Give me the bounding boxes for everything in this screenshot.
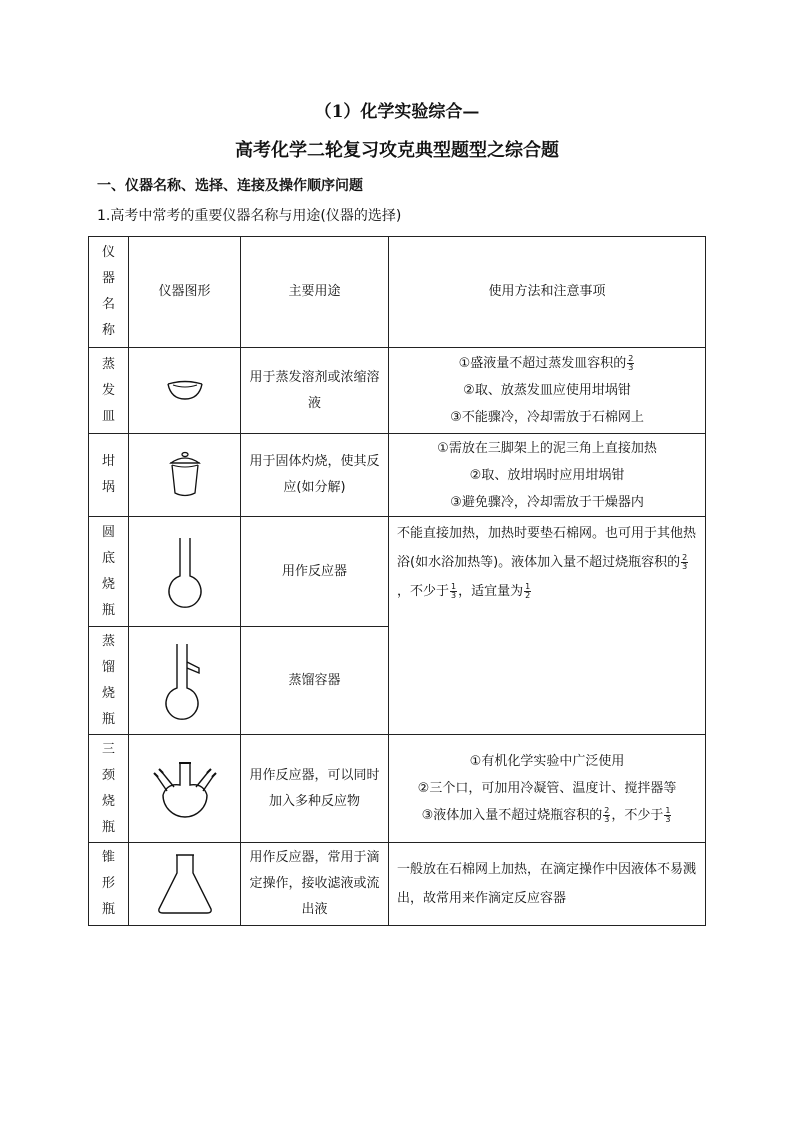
row-name-text: 三颈烧瓶 bbox=[101, 741, 115, 835]
table-row bbox=[89, 735, 706, 843]
note-line: ③液体加入量不超过烧瓶容积的 $\frac{2}{3}$ ，不少于 $\frac{1}{3}$ bbox=[421, 806, 671, 824]
distillation-flask-icon bbox=[163, 642, 207, 720]
row-use: 用作反应器，常用于滴定操作，接收滤液或流出液 bbox=[241, 843, 389, 926]
row-notes bbox=[389, 517, 706, 735]
section-heading: 一、仪器名称、选择、连接及操作顺序问题 bbox=[97, 178, 363, 194]
conical-flask-icon bbox=[155, 853, 215, 915]
table-row bbox=[89, 434, 706, 517]
table-row bbox=[89, 517, 706, 627]
row-notes bbox=[389, 735, 706, 843]
note-line: ②三个口，可加用冷凝管、温度计、搅拌器等 bbox=[417, 781, 677, 796]
row-notes bbox=[389, 843, 706, 926]
notes-paragraph: 一般放在石棉网上加热，在滴定操作中因液体不易溅出，故常用来作滴定反应容器 bbox=[397, 862, 697, 906]
note-line: ①盛液量不超过蒸发皿容积的 $\frac{2}{3}$ bbox=[458, 354, 634, 372]
fraction: $\frac{1}{3}$ bbox=[451, 582, 457, 600]
table-row bbox=[89, 348, 706, 434]
row-use: 用作反应器 bbox=[241, 517, 389, 627]
header-name bbox=[89, 237, 129, 348]
note-line: ②取、放蒸发皿应使用坩埚钳 bbox=[463, 383, 631, 398]
row-name bbox=[89, 517, 129, 627]
note-line: ③避免骤冷，冷却需放于干燥器内 bbox=[450, 494, 644, 510]
row-name bbox=[89, 735, 129, 843]
row-figure bbox=[129, 627, 241, 735]
header-figure: 仪器图形 bbox=[129, 237, 241, 348]
row-figure bbox=[129, 735, 241, 843]
row-name-text: 坩埚 bbox=[101, 454, 115, 495]
notes-paragraph: 不能直接加热，加热时要垫石棉网。也可用于其他热浴(如水浴加热等)。液体加入量不超过烧瓶容积的 $\frac{2}{3}$ ，不少于 $\frac{1}{3}$ ，适宜量为 $\frac{1}{2}$ bbox=[397, 526, 697, 600]
fraction: $\frac{2}{3}$ bbox=[604, 806, 610, 824]
row-use: 蒸馏容器 bbox=[241, 627, 389, 735]
row-name bbox=[89, 627, 129, 735]
header-use: 主要用途 bbox=[241, 237, 389, 348]
note-line: ②取、放坩埚时应用坩埚钳 bbox=[469, 467, 625, 483]
row-name-text: 锥形瓶 bbox=[101, 850, 115, 917]
row-notes bbox=[389, 434, 706, 517]
row-use: 用于蒸发溶剂或浓缩溶液 bbox=[241, 348, 389, 434]
instrument-table bbox=[88, 236, 706, 926]
header-notes: 使用方法和注意事项 bbox=[389, 237, 706, 348]
note-line: ①需放在三脚架上的泥三角上直接加热 bbox=[437, 440, 657, 456]
document-title-line1: （1）化学实验综合— bbox=[314, 102, 480, 122]
table-header-row bbox=[89, 237, 706, 348]
row-notes bbox=[389, 348, 706, 434]
note-line: ③不能骤冷，冷却需放于石棉网上 bbox=[450, 410, 644, 425]
row-figure bbox=[129, 348, 241, 434]
fraction: $\frac{1}{2}$ bbox=[525, 582, 531, 600]
row-figure bbox=[129, 434, 241, 517]
header-name-text: 仪器名称 bbox=[101, 245, 115, 338]
row-name bbox=[89, 843, 129, 926]
row-name-text: 蒸馏烧瓶 bbox=[101, 633, 115, 727]
fraction: $\frac{1}{3}$ bbox=[665, 806, 671, 824]
row-use: 用作反应器，可以同时加入多种反应物 bbox=[241, 735, 389, 843]
row-figure bbox=[129, 843, 241, 926]
document-title-line2: 高考化学二轮复习攻克典型题型之综合题 bbox=[235, 140, 559, 161]
three-neck-flask-icon bbox=[153, 757, 217, 821]
note-line: ①有机化学实验中广泛使用 bbox=[469, 754, 625, 769]
row-name bbox=[89, 348, 129, 434]
subheading: 1.高考中常考的重要仪器名称与用途(仪器的选择) bbox=[97, 208, 402, 224]
table-row bbox=[89, 843, 706, 926]
fraction: $\frac{2}{3}$ bbox=[682, 553, 688, 571]
row-name bbox=[89, 434, 129, 517]
round-bottom-flask-icon bbox=[165, 536, 205, 608]
crucible-icon bbox=[167, 451, 203, 499]
evaporating-dish-icon bbox=[165, 380, 205, 402]
row-name-text: 圆底烧瓶 bbox=[101, 524, 115, 618]
row-figure bbox=[129, 517, 241, 627]
row-name-text: 蒸发皿 bbox=[101, 356, 115, 424]
row-use: 用于固体灼烧，使其反应(如分解) bbox=[241, 434, 389, 517]
fraction: $\frac{2}{3}$ bbox=[628, 354, 634, 372]
